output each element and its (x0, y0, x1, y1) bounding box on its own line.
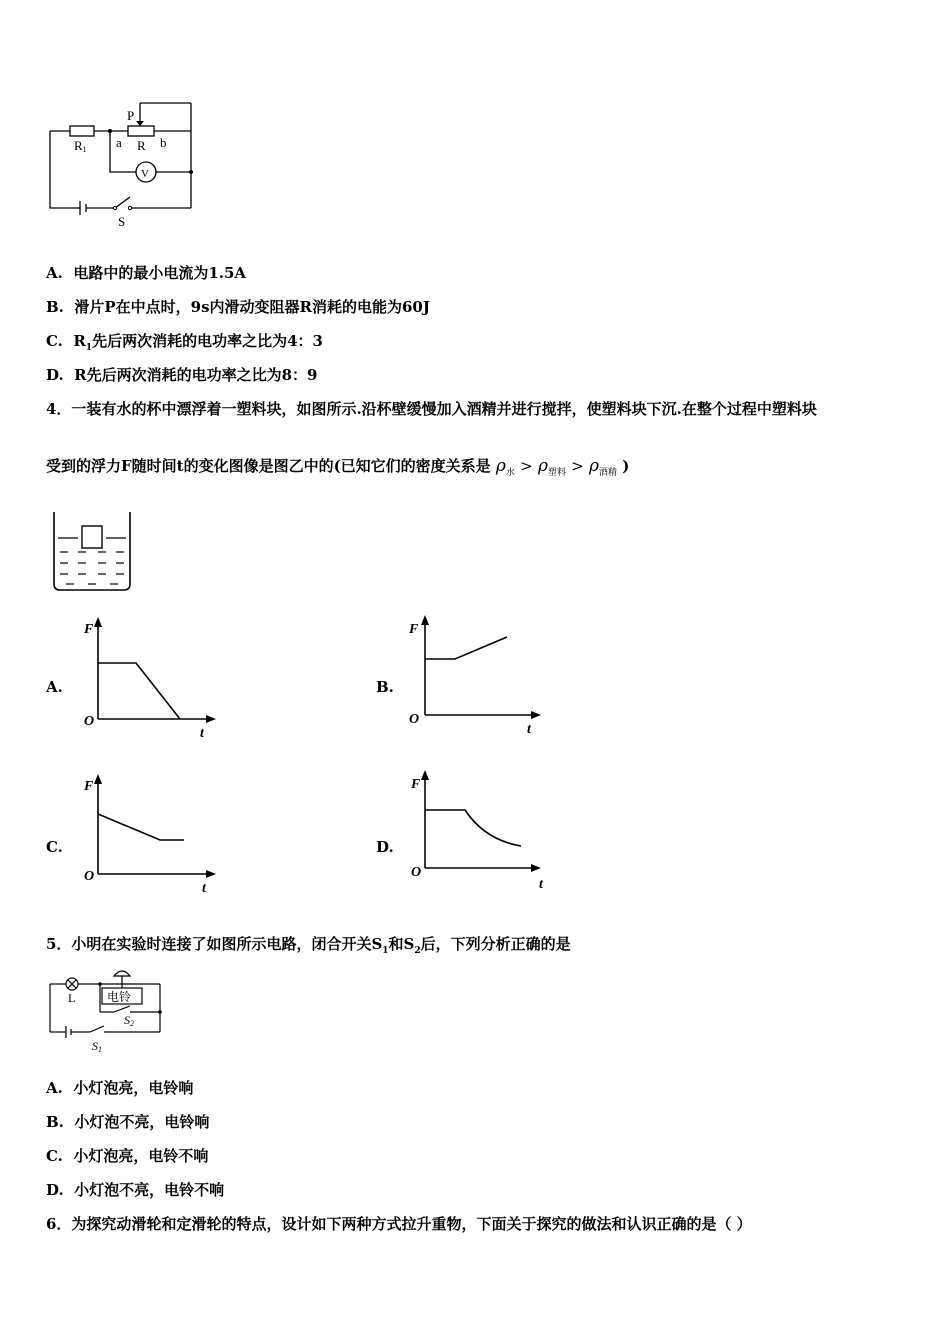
q4-option-c[interactable]: C. (46, 838, 63, 856)
label-bell: 电铃 (107, 990, 132, 1004)
rheostat-r (128, 126, 154, 136)
q3-option-a[interactable]: A. 电路中的最小电流为1.5A (46, 264, 247, 282)
q5-option-a[interactable]: A. 小灯泡亮，电铃响 (46, 1079, 194, 1097)
circuit-diagram-1 (40, 95, 210, 230)
q4-option-a[interactable]: A. (46, 678, 63, 696)
q5-option-b[interactable]: B. 小灯泡不亮，电铃响 (46, 1113, 210, 1131)
label-s1: S1 (92, 1039, 102, 1054)
q4-stem-line1: 4．一装有水的杯中漂浮着一塑料块，如图所示.沿杯壁缓慢加入酒精并进行搅拌，使塑料块下沉.在整个过程中塑料块 (46, 400, 817, 418)
label-p: P (127, 108, 135, 123)
graph-b[interactable] (405, 613, 550, 738)
label-v: V (141, 168, 149, 180)
label-s: S (118, 214, 126, 229)
plastic-block (82, 526, 102, 548)
label-b: b (160, 135, 167, 150)
axis-t-label: t (200, 726, 204, 740)
q5-option-d[interactable]: D. 小灯泡不亮，电铃不响 (46, 1181, 225, 1199)
label-s2: S2 (124, 1013, 134, 1028)
graph-a[interactable] (80, 615, 220, 740)
bell-icon (114, 971, 130, 976)
q4-option-b[interactable]: B. (376, 678, 394, 696)
axis-f-label: F (84, 779, 94, 794)
circuit-diagram-2 (44, 962, 169, 1060)
axis-t-label: t (202, 881, 206, 896)
slider-arrow-icon (136, 121, 144, 126)
q6-stem: 6．为探究动滑轮和定滑轮的特点，设计如下两种方式拉升重物，下面关于探究的做法和认识正确的是（ ） (46, 1215, 752, 1233)
origin-label: O (84, 869, 95, 884)
q3-option-c[interactable]: C. $R_1$先后两次消耗的电功率之比为4：3 (46, 332, 323, 353)
q4-option-d[interactable]: D. (376, 838, 394, 856)
q3-option-b[interactable]: B. 滑片P在中点时，9s内滑动变阻器R消耗的电能为60J (46, 298, 430, 316)
axis-f-label: F (409, 622, 419, 637)
label-r1: R1 (74, 138, 87, 154)
axis-f-label: F (84, 622, 94, 637)
axis-t-label: t (527, 722, 531, 737)
axis-f-label: F (411, 777, 421, 792)
q3-option-d[interactable]: D. R先后两次消耗的电功率之比为8：9 (46, 366, 318, 384)
label-a: a (116, 135, 122, 150)
origin-label: O (84, 714, 95, 729)
q4-stem-line2: 受到的浮力F随时间t的变化图像是图乙中的(已知它们的密度关系是 $\rho_水 > \rho_{塑料} > \rho_{酒精}$ ) (46, 456, 630, 478)
cup-figure (48, 508, 138, 596)
graph-c[interactable] (80, 772, 220, 897)
label-l: L (68, 991, 76, 1005)
graph-d[interactable] (405, 768, 555, 893)
label-r: R (137, 138, 146, 153)
origin-label: O (411, 865, 422, 880)
q5-stem: 5．小明在实验时连接了如图所示电路，闭合开关$S_1$和$S_2$后，下列分析正确的是 (46, 935, 571, 956)
origin-label: O (409, 712, 420, 727)
q5-option-c[interactable]: C. 小灯泡亮，电铃不响 (46, 1147, 209, 1165)
axis-t-label: t (539, 877, 543, 892)
resistor-r1 (70, 126, 94, 136)
